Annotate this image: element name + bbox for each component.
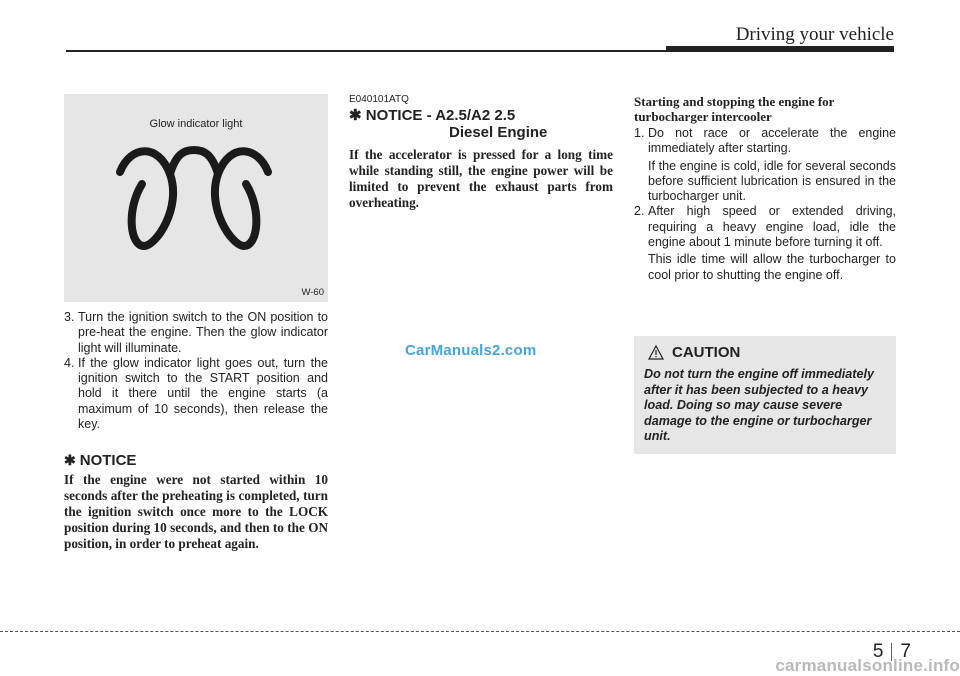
header-rule xyxy=(66,50,666,52)
list-item: 2. After high speed or extended driving, requiring a heavy engine load, idle the engine about 1 minute before turning it off. This idle time will allow the turbocharger to cool prior to shutting the engine off. xyxy=(634,204,896,282)
warning-triangle-icon xyxy=(648,345,664,360)
steps-list xyxy=(64,310,328,432)
notice-heading: ✱ NOTICE - A2.5/A2 2.5 Diesel Engine xyxy=(349,107,548,141)
column-middle xyxy=(349,94,613,211)
caution-box xyxy=(634,336,896,454)
notice-heading: ✱ NOTICE xyxy=(64,452,137,470)
page-number: 5 7 xyxy=(872,641,911,662)
list-item: 4. If the glow indicator light goes out, turn the ignition switch to the START position and hold it there until the engine starts (a maximum of 10 seconds), then release the key. xyxy=(64,355,328,432)
cross-star-icon: ✱ xyxy=(349,107,366,124)
section-title: Starting and stopping the engine for turbocharger intercooler xyxy=(634,94,835,124)
glow-plug-coil-icon xyxy=(114,144,274,254)
header-title: Driving your vehicle xyxy=(735,24,894,45)
cross-star-icon: ✱ xyxy=(64,452,76,469)
notice-block xyxy=(64,452,328,552)
glow-indicator-figure xyxy=(64,94,328,302)
figure-code: W-60 xyxy=(301,287,324,298)
watermark-link[interactable]: CarManuals2.com xyxy=(405,342,537,359)
column-left xyxy=(64,94,328,552)
figure-label: Glow indicator light xyxy=(149,118,243,130)
section-code: E040101ATQ xyxy=(349,94,409,105)
list-item: 3. Turn the ignition switch to the ON position to pre-heat the engine. Then the glow indicator light will illuminate. xyxy=(64,310,328,355)
footer-watermark[interactable]: carmanualsonline.info xyxy=(775,656,960,675)
list-item: 1. Do not race or accelerate the engine immediately after starting. If the engine is cold, idle for several seconds before sufficient lubrication is ensured in the turbocharger unit. xyxy=(634,126,896,204)
steps-list xyxy=(634,126,896,283)
notice-text: If the engine were not started within 10 seconds after the preheating is completed, turn the ignition switch once more to the LOCK position during 10 seconds, and then to the ON position, in order to preheat again. xyxy=(64,472,328,552)
caution-heading: CAUTION xyxy=(648,344,740,361)
column-right xyxy=(634,94,896,283)
caution-text: Do not turn the engine off immediately after it has been subjected to a heavy load. Doing so may cause severe damage to the engine or turbocharger unit. xyxy=(644,367,874,443)
header-rule-accent xyxy=(666,46,894,52)
footer-rule xyxy=(0,631,960,632)
notice-text: If the accelerator is pressed for a long time while standing still, the engine power will be limited to prevent the exhaust parts from overheating. xyxy=(349,147,613,210)
